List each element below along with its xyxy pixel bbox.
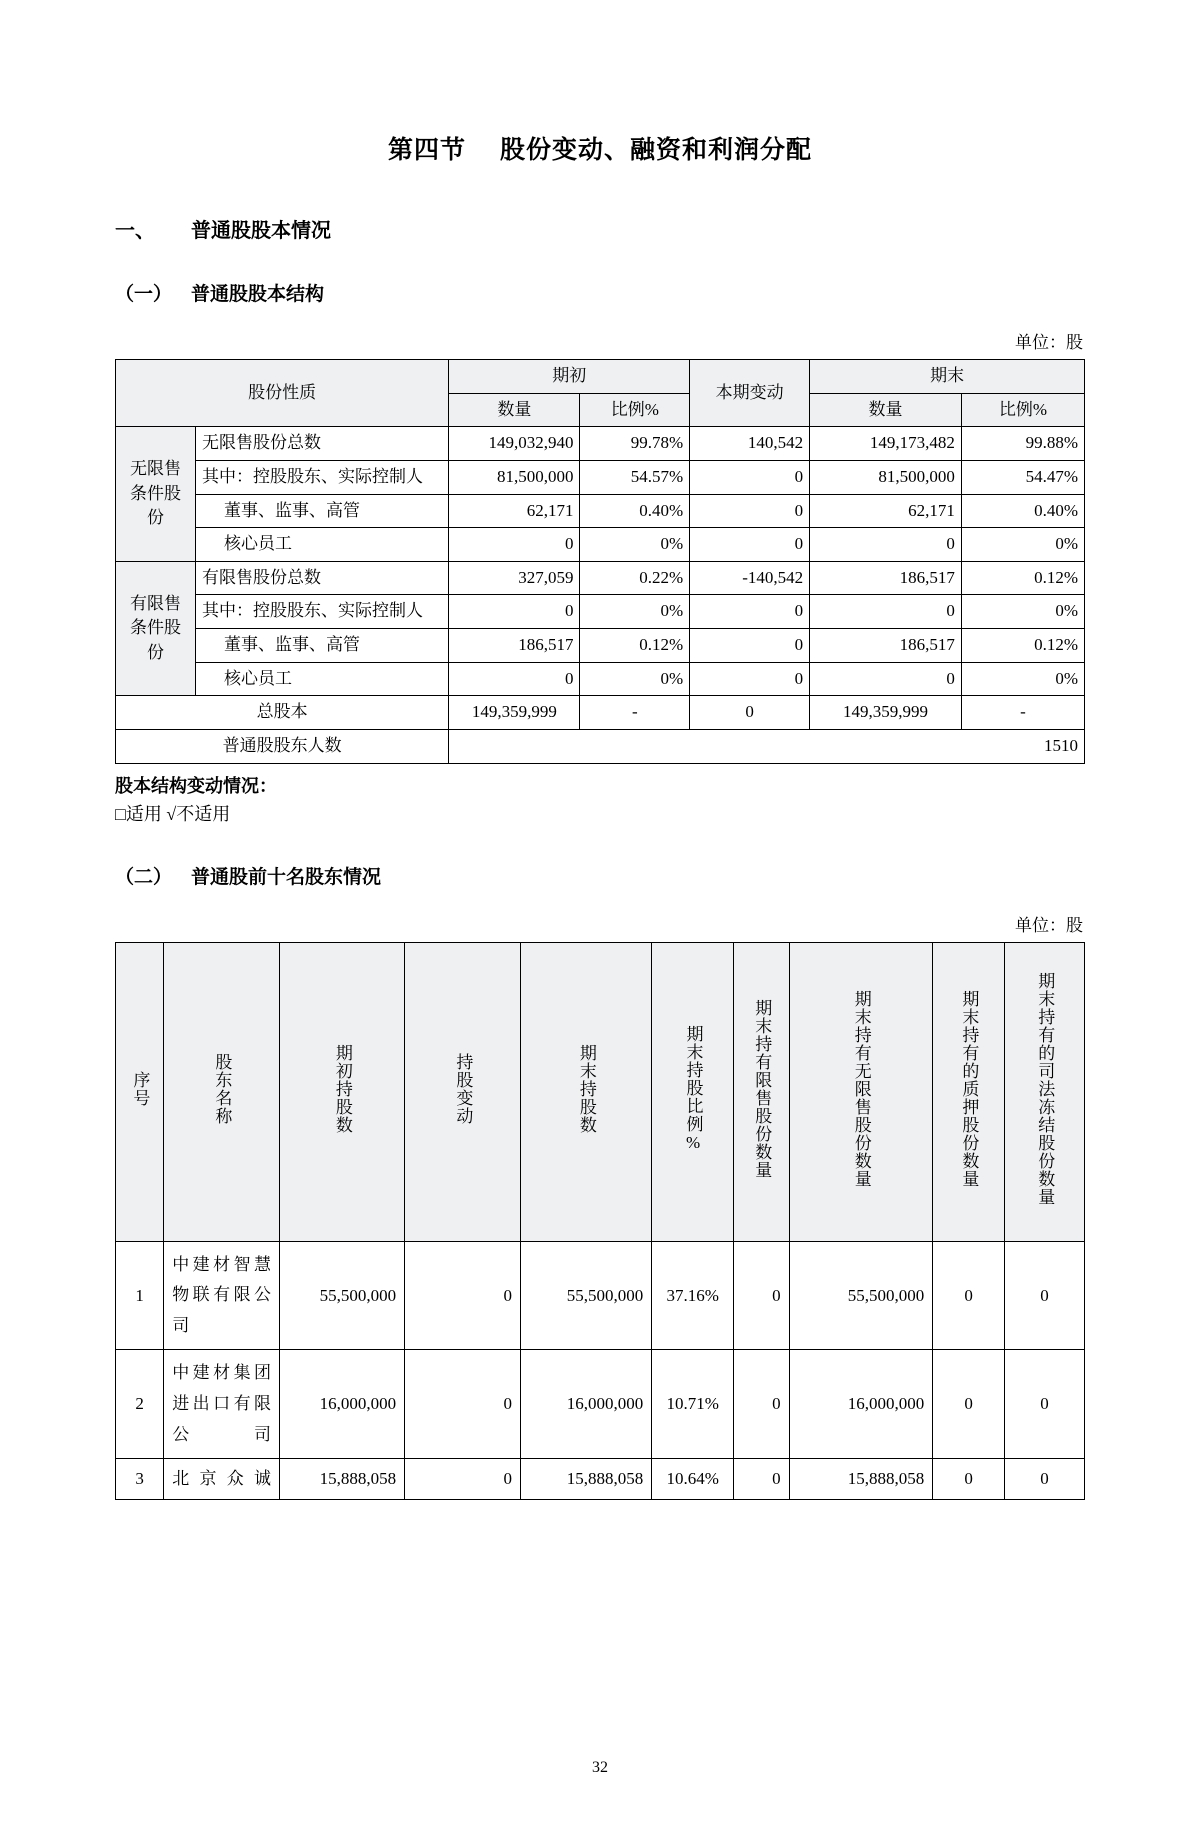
table-row bbox=[116, 595, 1085, 629]
cell-pledged-shares: 0 bbox=[933, 1241, 1005, 1350]
table-row-holders-count bbox=[116, 730, 1085, 764]
cell-unrestricted-shares: 55,500,000 bbox=[789, 1241, 933, 1350]
cell-begin-shares: 15,888,058 bbox=[280, 1459, 405, 1500]
header-pledged-shares bbox=[933, 942, 1005, 1241]
cell-change: 0 bbox=[690, 528, 810, 562]
header-end-shares-text: 期末持股数 bbox=[576, 1044, 596, 1135]
header-end-ratio: 比例% bbox=[961, 393, 1084, 427]
row-label: 其中：控股股东、实际控制人 bbox=[195, 460, 448, 494]
cell-begin-amount: 81,500,000 bbox=[449, 460, 580, 494]
header-begin-ratio: 比例% bbox=[580, 393, 690, 427]
cell-index: 2 bbox=[116, 1350, 164, 1459]
header-shareholder-name bbox=[164, 942, 280, 1241]
cell-unrestricted-shares: 16,000,000 bbox=[789, 1350, 933, 1459]
cell-end-amount: 81,500,000 bbox=[810, 460, 962, 494]
cell-pledged-shares: 0 bbox=[933, 1459, 1005, 1500]
cell-end-ratio: - bbox=[961, 696, 1084, 730]
header-begin-shares-text: 期初持股数 bbox=[332, 1044, 352, 1135]
page-title-main: 股份变动、融资和利润分配 bbox=[500, 137, 813, 164]
capital-table-header-row-1 bbox=[116, 360, 1085, 394]
cell-end-ratio: 0% bbox=[961, 595, 1084, 629]
group-label-restricted: 有限售条件股份 bbox=[116, 561, 196, 696]
cell-end-ratio: 37.16% bbox=[652, 1241, 734, 1350]
subsection-heading-2-number: （二） bbox=[115, 866, 173, 888]
holders-table-unit: 单位：股 bbox=[1015, 915, 1083, 935]
cell-change: 0 bbox=[690, 494, 810, 528]
cell-index: 3 bbox=[116, 1459, 164, 1500]
cell-end-shares: 55,500,000 bbox=[521, 1241, 652, 1350]
cell-change: 0 bbox=[690, 629, 810, 663]
subsection-heading-1-number: （一） bbox=[115, 284, 173, 305]
header-begin-shares bbox=[280, 942, 405, 1241]
cell-begin-amount: 62,171 bbox=[449, 494, 580, 528]
cell-change: 0 bbox=[690, 662, 810, 696]
cell-change: 0 bbox=[690, 595, 810, 629]
cell-share-change: 0 bbox=[405, 1241, 521, 1350]
subsection-heading-1 bbox=[115, 279, 1085, 306]
cell-end-ratio: 0% bbox=[961, 662, 1084, 696]
cell-end-ratio: 54.47% bbox=[961, 460, 1084, 494]
header-begin-amount: 数量 bbox=[449, 393, 580, 427]
table-row bbox=[116, 1241, 1085, 1350]
cell-end-amount: 149,173,482 bbox=[810, 427, 962, 461]
header-begin: 期初 bbox=[449, 360, 690, 394]
row-label: 核心员工 bbox=[195, 528, 448, 562]
section-heading-1 bbox=[115, 214, 1085, 243]
cell-end-amount: 186,517 bbox=[810, 561, 962, 595]
cell-end-ratio: 0.12% bbox=[961, 629, 1084, 663]
row-label: 董事、监事、高管 bbox=[195, 494, 448, 528]
capital-structure-table bbox=[115, 359, 1085, 764]
header-end-ratio bbox=[652, 942, 734, 1241]
header-nature: 股份性质 bbox=[116, 360, 449, 427]
cell-change: -140,542 bbox=[690, 561, 810, 595]
header-index-text: 序号 bbox=[130, 1071, 150, 1108]
cell-begin-ratio: - bbox=[580, 696, 690, 730]
cell-begin-amount: 0 bbox=[449, 595, 580, 629]
section-heading-1-number: 一、 bbox=[115, 220, 155, 242]
cell-end-amount: 62,171 bbox=[810, 494, 962, 528]
cell-share-change: 0 bbox=[405, 1350, 521, 1459]
cell-end-amount: 149,359,999 bbox=[810, 696, 962, 730]
cell-begin-shares: 16,000,000 bbox=[280, 1350, 405, 1459]
cell-begin-ratio: 0% bbox=[580, 528, 690, 562]
group-label-unrestricted: 无限售条件股份 bbox=[116, 427, 196, 562]
cell-begin-ratio: 0.12% bbox=[580, 629, 690, 663]
table-row bbox=[116, 1459, 1085, 1500]
cell-begin-ratio: 0.22% bbox=[580, 561, 690, 595]
cell-shareholder-name: 北京众诚 bbox=[164, 1459, 280, 1500]
subsection-heading-2-text: 普通股前十名股东情况 bbox=[191, 866, 382, 888]
cell-unrestricted-shares: 15,888,058 bbox=[789, 1459, 933, 1500]
cell-change: 140,542 bbox=[690, 427, 810, 461]
table-row bbox=[116, 494, 1085, 528]
header-frozen-shares bbox=[1004, 942, 1084, 1241]
cell-frozen-shares: 0 bbox=[1004, 1350, 1084, 1459]
cell-index: 1 bbox=[116, 1241, 164, 1350]
cell-holders-count-value: 1510 bbox=[449, 730, 1085, 764]
cell-begin-amount: 149,032,940 bbox=[449, 427, 580, 461]
header-end: 期末 bbox=[810, 360, 1085, 394]
cell-end-amount: 186,517 bbox=[810, 629, 962, 663]
table-row bbox=[116, 427, 1085, 461]
page-title-prefix: 第四节 bbox=[387, 137, 466, 164]
cell-pledged-shares: 0 bbox=[933, 1350, 1005, 1459]
header-restricted-shares bbox=[734, 942, 789, 1241]
row-label-total: 总股本 bbox=[116, 696, 449, 730]
row-label: 有限售股份总数 bbox=[195, 561, 448, 595]
cell-end-amount: 0 bbox=[810, 662, 962, 696]
cell-end-amount: 0 bbox=[810, 595, 962, 629]
header-end-shares bbox=[521, 942, 652, 1241]
document-page bbox=[0, 130, 1200, 1825]
cell-begin-amount: 149,359,999 bbox=[449, 696, 580, 730]
subsection-heading-1-text: 普通股股本结构 bbox=[191, 284, 325, 305]
cell-end-amount: 0 bbox=[810, 528, 962, 562]
capital-table-unit: 单位：股 bbox=[1015, 333, 1083, 352]
cell-begin-ratio: 0% bbox=[580, 595, 690, 629]
structure-change-note-title: 股本结构变动情况： bbox=[115, 775, 277, 796]
page-title bbox=[115, 130, 1085, 166]
header-end-amount: 数量 bbox=[810, 393, 962, 427]
cell-begin-ratio: 0.40% bbox=[580, 494, 690, 528]
header-change: 本期变动 bbox=[690, 360, 810, 427]
row-label: 核心员工 bbox=[195, 662, 448, 696]
cell-end-shares: 15,888,058 bbox=[521, 1459, 652, 1500]
cell-begin-ratio: 54.57% bbox=[580, 460, 690, 494]
cell-end-ratio: 0% bbox=[961, 528, 1084, 562]
cell-restricted-shares: 0 bbox=[734, 1350, 789, 1459]
table-row-total bbox=[116, 696, 1085, 730]
cell-end-ratio: 0.40% bbox=[961, 494, 1084, 528]
table-row bbox=[116, 561, 1085, 595]
cell-end-shares: 16,000,000 bbox=[521, 1350, 652, 1459]
row-label-holders-count: 普通股股东人数 bbox=[116, 730, 449, 764]
header-end-ratio-text: 期末持股比例% bbox=[683, 1025, 703, 1154]
cell-begin-amount: 0 bbox=[449, 528, 580, 562]
cell-share-change: 0 bbox=[405, 1459, 521, 1500]
header-unrestricted-shares-text: 期末持有无限售股份数量 bbox=[851, 990, 871, 1189]
header-index bbox=[116, 942, 164, 1241]
cell-end-ratio: 0.12% bbox=[961, 561, 1084, 595]
holders-header-row bbox=[116, 942, 1085, 1241]
cell-begin-shares: 55,500,000 bbox=[280, 1241, 405, 1350]
row-label: 董事、监事、高管 bbox=[195, 629, 448, 663]
row-label: 其中：控股股东、实际控制人 bbox=[195, 595, 448, 629]
table-row bbox=[116, 1350, 1085, 1459]
header-frozen-shares-text: 期末持有的司法冻结股份数量 bbox=[1035, 972, 1055, 1207]
header-share-change bbox=[405, 942, 521, 1241]
cell-shareholder-name: 中建材集团进出口有限公司 bbox=[164, 1350, 280, 1459]
header-share-change-text: 持股变动 bbox=[453, 1053, 473, 1126]
header-unrestricted-shares bbox=[789, 942, 933, 1241]
cell-change: 0 bbox=[690, 696, 810, 730]
top-shareholders-table bbox=[115, 942, 1085, 1500]
row-label: 无限售股份总数 bbox=[195, 427, 448, 461]
cell-begin-ratio: 0% bbox=[580, 662, 690, 696]
cell-restricted-shares: 0 bbox=[734, 1459, 789, 1500]
header-restricted-shares-text: 期末持有限售股份数量 bbox=[752, 999, 772, 1180]
header-shareholder-name-text: 股东名称 bbox=[212, 1053, 232, 1126]
cell-end-ratio: 99.88% bbox=[961, 427, 1084, 461]
cell-restricted-shares: 0 bbox=[734, 1241, 789, 1350]
cell-frozen-shares: 0 bbox=[1004, 1459, 1084, 1500]
table-row bbox=[116, 662, 1085, 696]
cell-begin-amount: 0 bbox=[449, 662, 580, 696]
structure-change-note-options: □适用 √不适用 bbox=[115, 803, 231, 824]
cell-begin-ratio: 99.78% bbox=[580, 427, 690, 461]
table-row bbox=[116, 528, 1085, 562]
subsection-heading-2 bbox=[115, 862, 1085, 889]
table-row bbox=[116, 460, 1085, 494]
cell-change: 0 bbox=[690, 460, 810, 494]
cell-begin-amount: 327,059 bbox=[449, 561, 580, 595]
cell-shareholder-name: 中建材智慧物联有限公司 bbox=[164, 1241, 280, 1350]
cell-end-ratio: 10.71% bbox=[652, 1350, 734, 1459]
section-heading-1-text: 普通股股本情况 bbox=[191, 220, 331, 242]
cell-end-ratio: 10.64% bbox=[652, 1459, 734, 1500]
cell-frozen-shares: 0 bbox=[1004, 1241, 1084, 1350]
table-row bbox=[116, 629, 1085, 663]
cell-begin-amount: 186,517 bbox=[449, 629, 580, 663]
page-number: 32 bbox=[592, 1759, 608, 1776]
header-pledged-shares-text: 期末持有的质押股份数量 bbox=[959, 990, 979, 1189]
